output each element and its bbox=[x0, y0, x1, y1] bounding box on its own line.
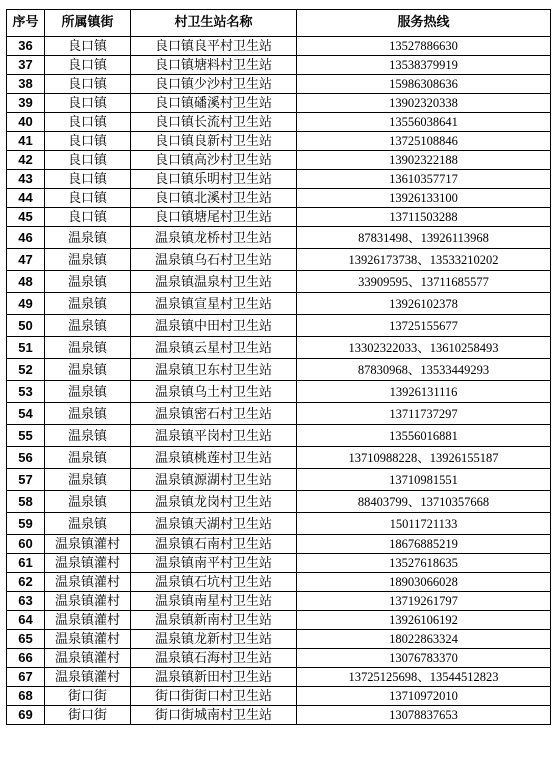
row-hotline: 15986308636 bbox=[297, 75, 551, 94]
row-hotline: 13711503288 bbox=[297, 208, 551, 227]
row-station-name: 良口镇磻溪村卫生站 bbox=[131, 94, 297, 113]
row-hotline: 18676885219 bbox=[297, 535, 551, 554]
row-index: 61 bbox=[7, 554, 45, 573]
row-town: 温泉镇 bbox=[45, 469, 131, 491]
row-index: 37 bbox=[7, 56, 45, 75]
row-index: 53 bbox=[7, 381, 45, 403]
table-row bbox=[7, 513, 551, 535]
table-row bbox=[7, 687, 551, 706]
table-row bbox=[7, 56, 551, 75]
table-row bbox=[7, 151, 551, 170]
row-station-name: 温泉镇天湖村卫生站 bbox=[131, 513, 297, 535]
table-row bbox=[7, 469, 551, 491]
row-station-name: 温泉镇温泉村卫生站 bbox=[131, 271, 297, 293]
row-index: 52 bbox=[7, 359, 45, 381]
row-station-name: 温泉镇龙桥村卫生站 bbox=[131, 227, 297, 249]
row-index: 47 bbox=[7, 249, 45, 271]
row-town: 温泉镇灌村 bbox=[45, 573, 131, 592]
row-hotline: 15011721133 bbox=[297, 513, 551, 535]
row-index: 39 bbox=[7, 94, 45, 113]
row-index: 54 bbox=[7, 403, 45, 425]
table-row bbox=[7, 37, 551, 56]
row-station-name: 温泉镇宣星村卫生站 bbox=[131, 293, 297, 315]
row-hotline: 13556016881 bbox=[297, 425, 551, 447]
row-station-name: 温泉镇平岗村卫生站 bbox=[131, 425, 297, 447]
header-town: 所属镇街 bbox=[45, 10, 131, 37]
row-index: 55 bbox=[7, 425, 45, 447]
row-index: 63 bbox=[7, 592, 45, 611]
row-hotline: 13926106192 bbox=[297, 611, 551, 630]
row-town: 温泉镇灌村 bbox=[45, 668, 131, 687]
row-town: 温泉镇灌村 bbox=[45, 630, 131, 649]
row-index: 62 bbox=[7, 573, 45, 592]
row-index: 66 bbox=[7, 649, 45, 668]
row-index: 51 bbox=[7, 337, 45, 359]
row-station-name: 温泉镇卫东村卫生站 bbox=[131, 359, 297, 381]
row-station-name: 温泉镇源湖村卫生站 bbox=[131, 469, 297, 491]
row-hotline: 13610357717 bbox=[297, 170, 551, 189]
row-station-name: 温泉镇石坑村卫生站 bbox=[131, 573, 297, 592]
row-index: 65 bbox=[7, 630, 45, 649]
row-hotline: 13076783370 bbox=[297, 649, 551, 668]
row-station-name: 良口镇北溪村卫生站 bbox=[131, 189, 297, 208]
row-hotline: 13556038641 bbox=[297, 113, 551, 132]
row-town: 温泉镇灌村 bbox=[45, 554, 131, 573]
row-town: 温泉镇 bbox=[45, 381, 131, 403]
row-town: 良口镇 bbox=[45, 56, 131, 75]
table-row bbox=[7, 271, 551, 293]
row-hotline: 13719261797 bbox=[297, 592, 551, 611]
table-row bbox=[7, 359, 551, 381]
row-station-name: 良口镇高沙村卫生站 bbox=[131, 151, 297, 170]
table-row bbox=[7, 189, 551, 208]
row-index: 42 bbox=[7, 151, 45, 170]
table-row bbox=[7, 425, 551, 447]
row-index: 69 bbox=[7, 706, 45, 725]
table-row bbox=[7, 293, 551, 315]
row-index: 38 bbox=[7, 75, 45, 94]
row-index: 57 bbox=[7, 469, 45, 491]
row-town: 良口镇 bbox=[45, 151, 131, 170]
row-town: 温泉镇 bbox=[45, 227, 131, 249]
row-hotline: 13527618635 bbox=[297, 554, 551, 573]
row-station-name: 良口镇塘尾村卫生站 bbox=[131, 208, 297, 227]
table-row bbox=[7, 447, 551, 469]
header-index: 序号 bbox=[7, 10, 45, 37]
row-town: 温泉镇灌村 bbox=[45, 611, 131, 630]
table-row bbox=[7, 573, 551, 592]
row-hotline: 87831498、13926113968 bbox=[297, 227, 551, 249]
row-index: 43 bbox=[7, 170, 45, 189]
row-town: 温泉镇 bbox=[45, 337, 131, 359]
row-index: 56 bbox=[7, 447, 45, 469]
header-station-name: 村卫生站名称 bbox=[131, 10, 297, 37]
row-station-name: 良口镇长流村卫生站 bbox=[131, 113, 297, 132]
row-hotline: 13078837653 bbox=[297, 706, 551, 725]
row-hotline: 13711737297 bbox=[297, 403, 551, 425]
table-row bbox=[7, 403, 551, 425]
row-index: 60 bbox=[7, 535, 45, 554]
row-town: 温泉镇 bbox=[45, 359, 131, 381]
row-town: 良口镇 bbox=[45, 208, 131, 227]
row-hotline: 18903066028 bbox=[297, 573, 551, 592]
row-town: 街口街 bbox=[45, 706, 131, 725]
row-station-name: 温泉镇龙岗村卫生站 bbox=[131, 491, 297, 513]
row-index: 44 bbox=[7, 189, 45, 208]
row-station-name: 温泉镇桃莲村卫生站 bbox=[131, 447, 297, 469]
row-hotline: 13725125698、13544512823 bbox=[297, 668, 551, 687]
table-row bbox=[7, 170, 551, 189]
table-row bbox=[7, 491, 551, 513]
row-station-name: 温泉镇新南村卫生站 bbox=[131, 611, 297, 630]
table-row bbox=[7, 337, 551, 359]
row-town: 温泉镇灌村 bbox=[45, 649, 131, 668]
row-town: 温泉镇 bbox=[45, 513, 131, 535]
table-row bbox=[7, 381, 551, 403]
table-row bbox=[7, 315, 551, 337]
row-index: 50 bbox=[7, 315, 45, 337]
header-hotline: 服务热线 bbox=[297, 10, 551, 37]
row-hotline: 13302322033、13610258493 bbox=[297, 337, 551, 359]
row-index: 67 bbox=[7, 668, 45, 687]
table-row bbox=[7, 592, 551, 611]
row-hotline: 88403799、13710357668 bbox=[297, 491, 551, 513]
row-hotline: 87830968、13533449293 bbox=[297, 359, 551, 381]
table-row bbox=[7, 208, 551, 227]
row-town: 良口镇 bbox=[45, 75, 131, 94]
table-row bbox=[7, 554, 551, 573]
row-hotline: 13926102378 bbox=[297, 293, 551, 315]
row-station-name: 温泉镇中田村卫生站 bbox=[131, 315, 297, 337]
row-index: 68 bbox=[7, 687, 45, 706]
row-town: 温泉镇 bbox=[45, 315, 131, 337]
row-hotline: 13902320338 bbox=[297, 94, 551, 113]
row-hotline: 13725108846 bbox=[297, 132, 551, 151]
table-row bbox=[7, 706, 551, 725]
row-station-name: 街口街城南村卫生站 bbox=[131, 706, 297, 725]
row-index: 59 bbox=[7, 513, 45, 535]
row-index: 48 bbox=[7, 271, 45, 293]
row-hotline: 13902322188 bbox=[297, 151, 551, 170]
row-hotline: 18022863324 bbox=[297, 630, 551, 649]
row-index: 40 bbox=[7, 113, 45, 132]
row-station-name: 良口镇良新村卫生站 bbox=[131, 132, 297, 151]
row-hotline: 13710972010 bbox=[297, 687, 551, 706]
row-station-name: 良口镇良平村卫生站 bbox=[131, 37, 297, 56]
row-hotline: 13538379919 bbox=[297, 56, 551, 75]
row-hotline: 13926133100 bbox=[297, 189, 551, 208]
row-hotline: 13725155677 bbox=[297, 315, 551, 337]
row-hotline: 33909595、13711685577 bbox=[297, 271, 551, 293]
table-row bbox=[7, 668, 551, 687]
row-station-name: 温泉镇新田村卫生站 bbox=[131, 668, 297, 687]
row-hotline: 13710988228、13926155187 bbox=[297, 447, 551, 469]
row-index: 46 bbox=[7, 227, 45, 249]
row-station-name: 良口镇塘料村卫生站 bbox=[131, 56, 297, 75]
row-town: 温泉镇 bbox=[45, 425, 131, 447]
row-town: 良口镇 bbox=[45, 94, 131, 113]
table-row bbox=[7, 649, 551, 668]
row-index: 36 bbox=[7, 37, 45, 56]
row-station-name: 温泉镇南星村卫生站 bbox=[131, 592, 297, 611]
table-row bbox=[7, 611, 551, 630]
row-index: 58 bbox=[7, 491, 45, 513]
row-town: 良口镇 bbox=[45, 189, 131, 208]
row-index: 64 bbox=[7, 611, 45, 630]
table-row bbox=[7, 75, 551, 94]
row-index: 49 bbox=[7, 293, 45, 315]
row-index: 41 bbox=[7, 132, 45, 151]
row-station-name: 良口镇少沙村卫生站 bbox=[131, 75, 297, 94]
row-town: 良口镇 bbox=[45, 170, 131, 189]
row-town: 温泉镇 bbox=[45, 447, 131, 469]
row-station-name: 温泉镇南平村卫生站 bbox=[131, 554, 297, 573]
row-hotline: 13527886630 bbox=[297, 37, 551, 56]
row-station-name: 温泉镇云星村卫生站 bbox=[131, 337, 297, 359]
row-station-name: 温泉镇密石村卫生站 bbox=[131, 403, 297, 425]
row-town: 温泉镇 bbox=[45, 271, 131, 293]
table-row bbox=[7, 227, 551, 249]
row-town: 温泉镇 bbox=[45, 491, 131, 513]
table-row bbox=[7, 94, 551, 113]
row-station-name: 温泉镇龙新村卫生站 bbox=[131, 630, 297, 649]
row-town: 温泉镇灌村 bbox=[45, 535, 131, 554]
row-town: 温泉镇 bbox=[45, 403, 131, 425]
row-station-name: 良口镇乐明村卫生站 bbox=[131, 170, 297, 189]
table-row bbox=[7, 535, 551, 554]
table-row bbox=[7, 113, 551, 132]
row-town: 良口镇 bbox=[45, 37, 131, 56]
row-town: 良口镇 bbox=[45, 132, 131, 151]
row-station-name: 温泉镇石海村卫生站 bbox=[131, 649, 297, 668]
row-town: 温泉镇 bbox=[45, 293, 131, 315]
health-station-table bbox=[6, 9, 551, 725]
row-town: 街口街 bbox=[45, 687, 131, 706]
row-town: 温泉镇灌村 bbox=[45, 592, 131, 611]
row-index: 45 bbox=[7, 208, 45, 227]
row-station-name: 温泉镇乌土村卫生站 bbox=[131, 381, 297, 403]
row-station-name: 温泉镇石南村卫生站 bbox=[131, 535, 297, 554]
row-town: 良口镇 bbox=[45, 113, 131, 132]
row-hotline: 13926173738、13533210202 bbox=[297, 249, 551, 271]
table-row bbox=[7, 630, 551, 649]
table-row bbox=[7, 132, 551, 151]
table-row bbox=[7, 249, 551, 271]
row-hotline: 13926131116 bbox=[297, 381, 551, 403]
row-town: 温泉镇 bbox=[45, 249, 131, 271]
header-row bbox=[7, 10, 551, 37]
row-station-name: 温泉镇乌石村卫生站 bbox=[131, 249, 297, 271]
row-hotline: 13710981551 bbox=[297, 469, 551, 491]
row-station-name: 街口街街口村卫生站 bbox=[131, 687, 297, 706]
